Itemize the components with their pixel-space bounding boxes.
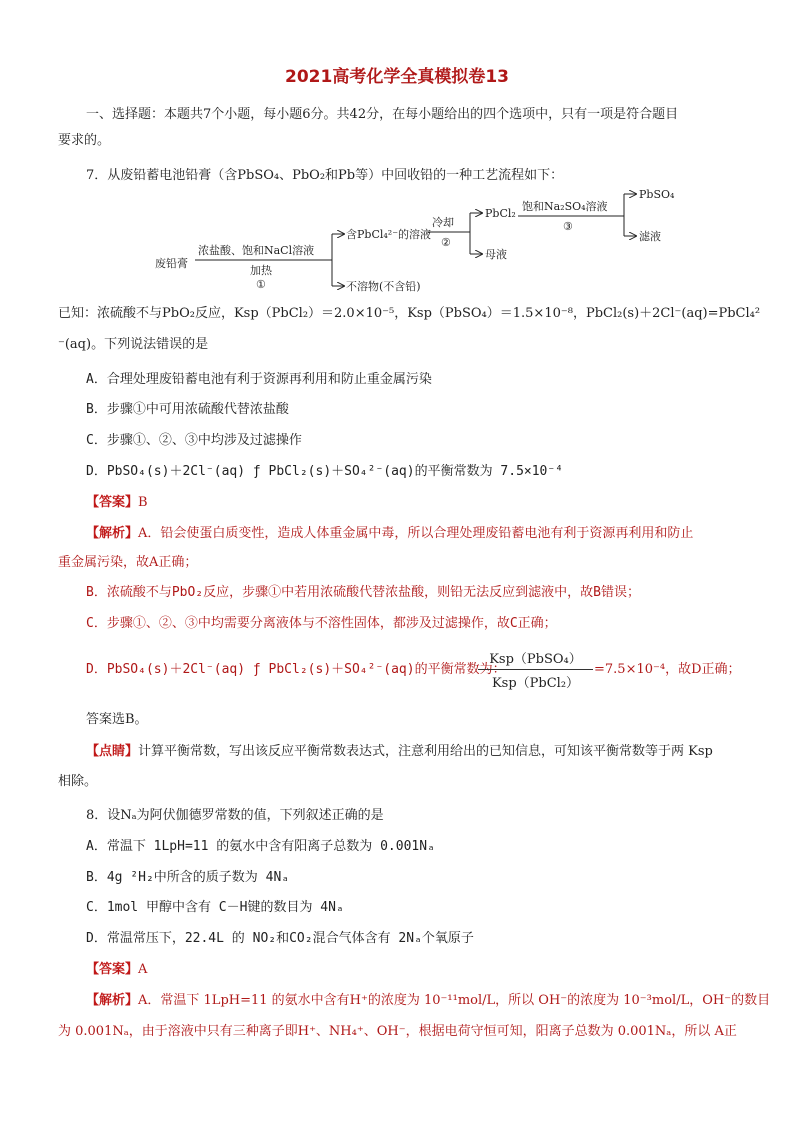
question-7-analysis-d-post: =7.5×10⁻⁴，故D正确； bbox=[594, 662, 741, 677]
analysis-tag: 【解析】 bbox=[86, 993, 139, 1008]
question-7-known-line1: 已知：浓硫酸不与PbO₂反应，Ksp（PbCl₂）＝2.0×10⁻⁵，Ksp（PbSO₄）＝1.5×10⁻⁸，PbCl₂(s)＋2Cl⁻(aq)=PbCl₄² bbox=[58, 306, 761, 321]
question-7-option-c: C．步骤①、②、③中均涉及过滤操作 bbox=[86, 433, 302, 448]
question-7-analysis-c: C．步骤①、②、③中均需要分离液体与不溶性固体，都涉及过滤操作，故C正确； bbox=[86, 616, 557, 631]
section-intro-line2: 要求的。 bbox=[58, 133, 111, 148]
flow-step2-number: ② bbox=[441, 236, 451, 249]
question-7-known-line2: ⁻(aq)。下列说法错误的是 bbox=[58, 337, 209, 352]
question-8-stem: 8．设Nₐ为阿伏伽德罗常数的值，下列叙述正确的是 bbox=[86, 808, 384, 823]
question-7-answer-row bbox=[86, 493, 776, 513]
flow-step1-reagent: 浓盐酸、饱和NaCl溶液 bbox=[198, 244, 315, 257]
question-8-option-b: B．4g ²H₂中所含的质子数为 4Nₐ bbox=[86, 870, 290, 885]
question-7-select: 答案选B。 bbox=[86, 712, 148, 727]
flow-step3-number: ③ bbox=[563, 220, 573, 233]
question-7-stem: 7．从废铅蓄电池铅膏（含PbSO₄、PbO₂和Pb等）中回收铅的一种工艺流程如下： bbox=[86, 168, 564, 183]
flow-start-label: 废铅膏 bbox=[155, 257, 188, 270]
flow-step1-condition: 加热 bbox=[250, 264, 272, 277]
answer-value: A bbox=[138, 962, 148, 977]
question-8-analysis-line1 bbox=[86, 991, 776, 1011]
question-8-analysis-line2: 为 0.001Nₐ，由于溶液中只有三种离子即H⁺、NH₄⁺、OH⁻，根据电荷守恒可知，阳离子总数为 0.001Nₐ，所以 A正 bbox=[58, 1024, 737, 1039]
analysis-a-text: A．铅会使蛋白质变性，造成人体重金属中毒，所以合理处理废铅蓄电池有利于资源再利用和防止 bbox=[138, 526, 694, 541]
tip-text: 计算平衡常数，写出该反应平衡常数表达式，注意利用给出的已知信息，可知该平衡常数等于两 Ksp bbox=[138, 744, 713, 759]
question-7-option-a: A．合理处理废铅蓄电池有利于资源再利用和防止重金属污染 bbox=[86, 372, 432, 387]
question-7-analysis-b: B．浓硫酸不与PbO₂反应，步骤①中若用浓硫酸代替浓盐酸，则铅无法反应到滤液中，故B错误； bbox=[86, 585, 640, 600]
analysis-text: A．常温下 1LpH=11 的氨水中含有H⁺的浓度为 10⁻¹¹mol/L，所以 OH⁻的浓度为 10⁻³mol/L，OH⁻的数目 bbox=[138, 993, 771, 1008]
flow-step1-number: ① bbox=[256, 278, 266, 291]
flow-filtrate-label: 滤液 bbox=[639, 230, 661, 243]
question-8-option-a: A．常温下 1LpH=11 的氨水中含有阳离子总数为 0.001Nₐ bbox=[86, 839, 435, 854]
answer-tag: 【答案】 bbox=[86, 962, 139, 977]
analysis-tag: 【解析】 bbox=[86, 526, 139, 541]
flow-upper-product: 含PbCl₄²⁻的溶液 bbox=[346, 228, 432, 241]
question-7-option-d: D．PbSO₄(s)＋2Cl⁻(aq) ƒ PbCl₂(s)＋SO₄²⁻(aq)的平衡常数为 7.5×10⁻⁴ bbox=[86, 464, 564, 479]
flow-lower-product: 不溶物(不含铅) bbox=[346, 280, 421, 293]
equilibrium-fraction bbox=[478, 648, 593, 691]
question-7-analysis-d-pre: D．PbSO₄(s)＋2Cl⁻(aq) ƒ PbCl₂(s)＋SO₄²⁻(aq)的平衡常数为： bbox=[86, 662, 506, 677]
flow-pbcl2-label: PbCl₂ bbox=[485, 207, 516, 220]
question-7-analysis-a-line2: 重金属污染，故A正确； bbox=[58, 555, 198, 570]
answer-value: B bbox=[138, 495, 148, 510]
question-7-analysis-a-line1 bbox=[86, 524, 776, 544]
question-7-tip-line2: 相除。 bbox=[58, 774, 98, 789]
question-8-answer-row bbox=[86, 960, 776, 980]
fraction-denominator: Ksp（PbCl₂） bbox=[491, 676, 580, 691]
flow-mother-liquor-label: 母液 bbox=[485, 248, 507, 261]
fraction-numerator: Ksp（PbSO₄） bbox=[478, 648, 593, 670]
question-8-option-c: C．1mol 甲醇中含有 C－H键的数目为 4Nₐ bbox=[86, 900, 344, 915]
question-7-option-b: B．步骤①中可用浓硫酸代替浓盐酸 bbox=[86, 402, 289, 417]
question-8-option-d: D．常温常压下，22.4L 的 NO₂和CO₂混合气体含有 2Nₐ个氧原子 bbox=[86, 931, 474, 946]
section-intro-line1: 一、选择题：本题共7个小题，每小题6分。共42分，在每小题给出的四个选项中，只有一项是符合题目 bbox=[86, 107, 679, 122]
answer-tag: 【答案】 bbox=[86, 495, 139, 510]
process-flow-diagram bbox=[150, 186, 710, 296]
page-title: 2021高考化学全真模拟卷13 bbox=[285, 67, 509, 87]
flow-pbso4-label: PbSO₄ bbox=[639, 188, 675, 201]
question-7-tip-line1 bbox=[86, 742, 776, 762]
flow-step2-condition: 冷却 bbox=[432, 216, 454, 229]
tip-tag: 【点睛】 bbox=[86, 744, 139, 759]
flow-step3-reagent: 饱和Na₂SO₄溶液 bbox=[522, 200, 608, 213]
